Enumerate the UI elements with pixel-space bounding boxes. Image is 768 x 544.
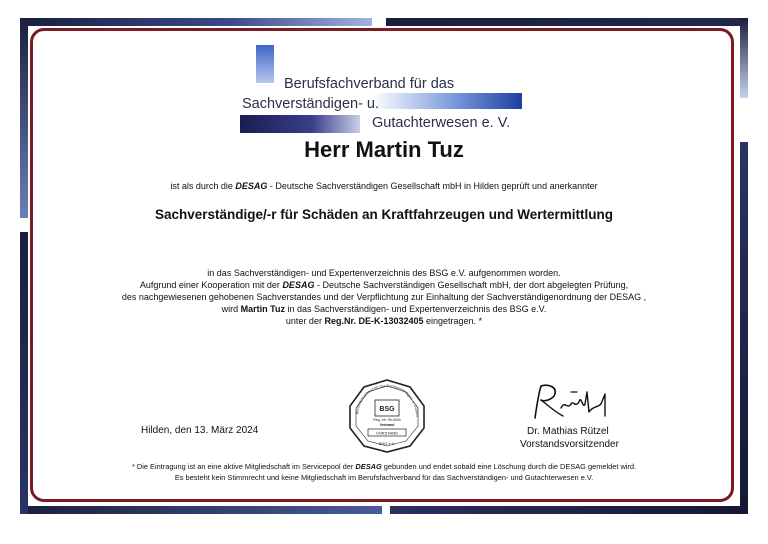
frame-bar — [740, 18, 748, 98]
seal-verband: Verband — [379, 423, 395, 427]
footnote-post: gebunden und endet sobald eine Löschung durch die DESAG gemeldet wird. — [381, 462, 637, 471]
para2-post: - Deutsche Sachverständigen Gesellschaft mbH, der dort abgelegten Prüfung, — [314, 280, 629, 290]
frame-bar — [20, 506, 382, 514]
certificate-subject: Sachverständige/-r für Schäden an Kraftfahrzeugen und Wertermittlung — [154, 207, 614, 222]
desag-mark: DESAG — [235, 181, 268, 191]
paragraph-line: in das Sachverständigen- und Expertenverzeichnis des BSG e.V. aufgenommen worden. — [207, 268, 561, 278]
seal-bottom-text: BSG e.V. — [378, 441, 396, 446]
desag-mark: DESAG — [355, 462, 382, 471]
frame-bar — [390, 506, 748, 514]
frame-bar — [386, 18, 748, 26]
desag-mark: DESAG — [282, 280, 315, 290]
logo-block — [372, 93, 522, 109]
paragraph-line — [0, 316, 768, 326]
frame-bar — [740, 142, 748, 514]
paragraph-line — [0, 280, 768, 290]
para2-pre: Aufgrund einer Kooperation mit der — [139, 280, 283, 290]
recipient-name-inline: Martin Tuz — [240, 304, 285, 314]
intro-post: - Deutsche Sachverständigen Gesellschaft mbH in Hilden geprüft und anerkannter — [267, 181, 598, 191]
seal-ring-textpath: Berufsfachverband für das Sachverständigen- u. Gutach — [355, 383, 420, 417]
para4-pre: wird — [221, 304, 241, 314]
handwritten-signature — [527, 382, 617, 422]
footnote-line: Es besteht kein Stimmrecht und keine Mitgliedschaft im Berufsfachverband für das Sachverständigen- und Gutachterwesen e.V. — [174, 473, 594, 482]
official-seal — [344, 378, 430, 454]
para5-post: eingetragen. * — [423, 316, 483, 326]
footnote-pre: * Die Eintragung ist an eine aktive Mitgliedschaft im Servicepool der — [131, 462, 356, 471]
paragraph-line: des nachgewiesenen gehobenen Sachverstandes und der Verpflichtung zur Einhaltung der Sachverständigenordnung der DESAG , — [121, 292, 647, 302]
registration-number: Reg.Nr. DE-K-13032405 — [324, 316, 424, 326]
logo-text-line1: Berufsfachverband für das — [284, 76, 455, 92]
signatory-role: Vorstandsvorsitzender — [520, 439, 619, 450]
paragraph-line — [0, 304, 768, 314]
organization-logo — [240, 45, 530, 137]
seal-monogram: BSG — [379, 406, 395, 413]
logo-text-line3: Gutachterwesen e. V. — [372, 115, 511, 131]
signatory-name: Dr. Mathias Rützel — [527, 426, 609, 437]
footnote-line — [0, 462, 768, 471]
seal-vorstand: VORSTAND — [376, 430, 398, 436]
para5-pre: unter der — [285, 316, 325, 326]
place-and-date: Hilden, den 13. März 2024 — [141, 425, 259, 436]
recipient-name: Herr Martin Tuz — [304, 137, 464, 162]
seal-reg: Reg.-Nr. 99-0000 — [373, 418, 401, 422]
intro-pre: ist als durch die — [170, 181, 236, 191]
frame-bar — [20, 18, 372, 26]
para4-post: in das Sachverständigen- und Expertenverzeichnis des BSG e.V. — [285, 304, 547, 314]
logo-block — [240, 115, 360, 133]
logo-text-line2: Sachverständigen- u. — [242, 96, 380, 112]
intro-text — [0, 181, 768, 191]
logo-block — [256, 45, 274, 83]
